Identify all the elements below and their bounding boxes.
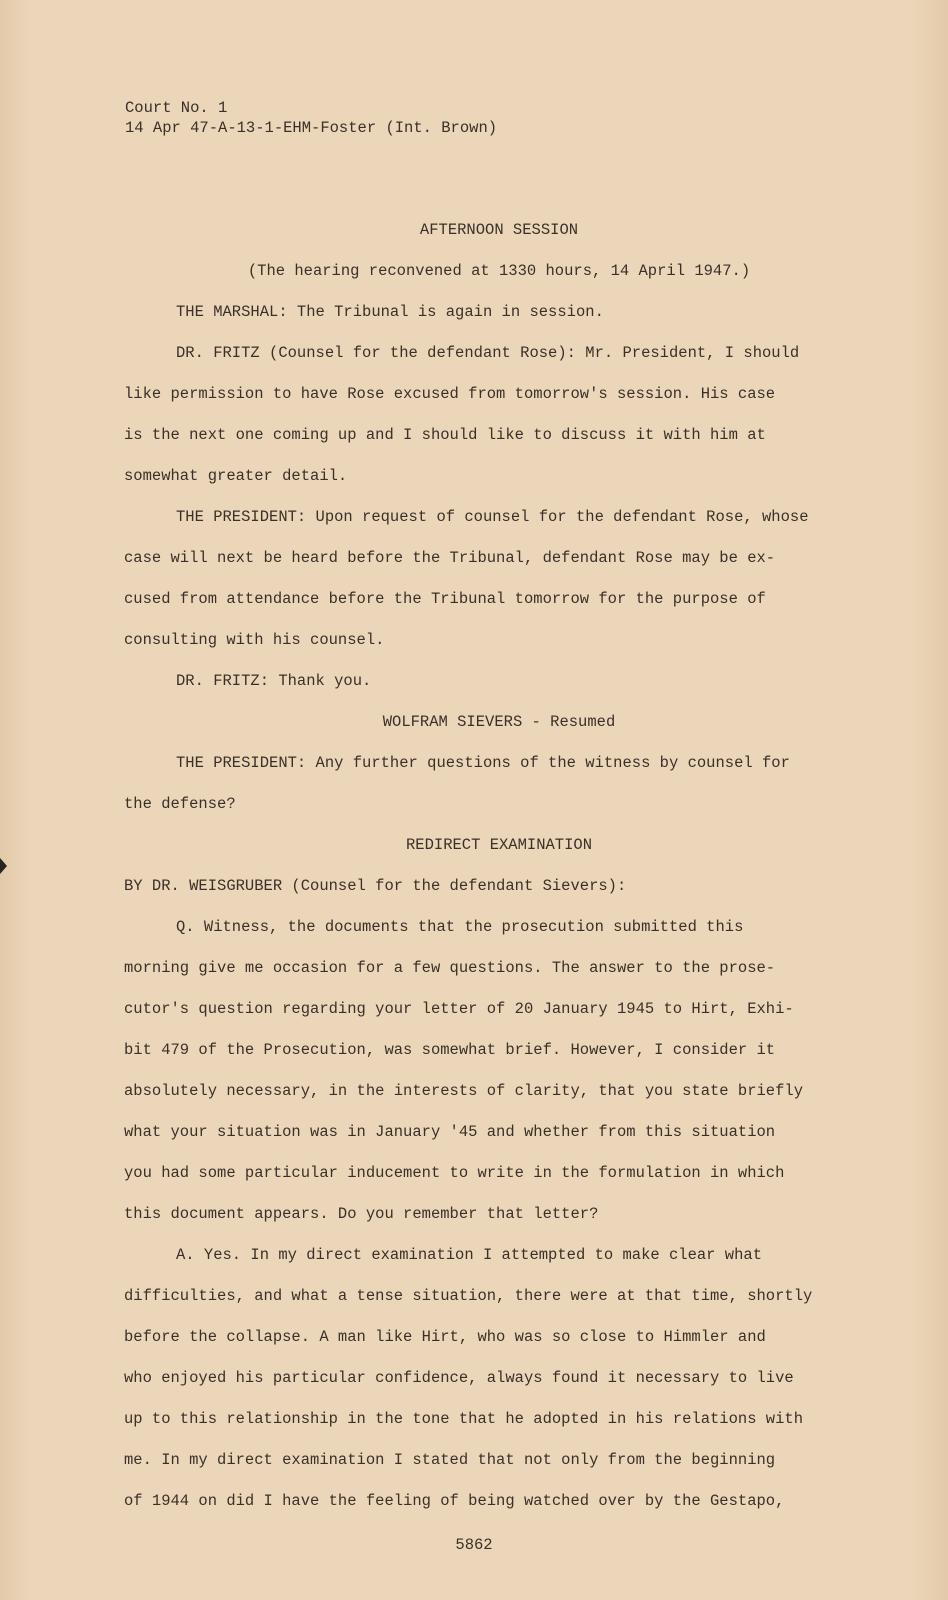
transcript-line: who enjoyed his particular confidence, always found it necessary to live [124,1369,794,1387]
header-court-line: Court No. 1 [125,99,228,117]
transcript-line: morning give me occasion for a few questions. The answer to the prose- [124,959,776,977]
transcript-line: DR. FRITZ (Counsel for the defendant Rose): Mr. President, I should [176,344,800,362]
transcript-line: you had some particular inducement to write in the formulation in which [124,1164,785,1182]
transcript-line: A. Yes. In my direct examination I attempted to make clear what [176,1246,762,1264]
transcript-line: cused from attendance before the Tribunal tomorrow for the purpose of [124,590,766,608]
transcript-line: THE PRESIDENT: Any further questions of the witness by counsel for [176,754,790,772]
transcript-line: BY DR. WEISGRUBER (Counsel for the defendant Sievers): [124,877,627,895]
transcript-line: THE MARSHAL: The Tribunal is again in session. [176,303,604,321]
transcript-line: what your situation was in January '45 and whether from this situation [124,1123,776,1141]
page-number: 5862 [455,1536,493,1554]
transcript-line: difficulties, and what a tense situation, there were at that time, shortly [124,1287,813,1305]
transcript-line: case will next be heard before the Tribunal, defendant Rose may be ex- [124,549,776,567]
transcript-line: cutor's question regarding your letter of 20 January 1945 to Hirt, Exhi- [124,1000,794,1018]
transcript-line: this document appears. Do you remember that letter? [124,1205,599,1223]
transcript-line: DR. FRITZ: Thank you. [176,672,372,690]
transcript-line: me. In my direct examination I stated that not only from the beginning [124,1451,776,1469]
transcript-line: is the next one coming up and I should like to discuss it with him at [124,426,766,444]
transcript-line: (The hearing reconvened at 1330 hours, 14 April 1947.) [247,262,751,280]
page-header [125,98,497,138]
transcript-line: absolutely necessary, in the interests of clarity, that you state briefly [124,1082,804,1100]
transcript-line: bit 479 of the Prosecution, was somewhat brief. However, I consider it [124,1041,776,1059]
transcript-line: Q. Witness, the documents that the prosecution submitted this [176,918,744,936]
transcript-line: like permission to have Rose excused from tomorrow's session. His case [124,385,776,403]
transcript-line: before the collapse. A man like Hirt, who was so close to Himmler and [124,1328,766,1346]
header-reference-line: 14 Apr 47-A-13-1-EHM-Foster (Int. Brown) [125,119,498,137]
transcript-line: of 1944 on did I have the feeling of being watched over by the Gestapo, [124,1492,785,1510]
transcript-line: AFTERNOON SESSION [419,221,579,239]
transcript-line: the defense? [124,795,236,813]
edge-mark [0,858,7,874]
transcript-line: somewhat greater detail. [124,467,348,485]
transcript-line: THE PRESIDENT: Upon request of counsel for the defendant Rose, whose [176,508,809,526]
transcript-line: up to this relationship in the tone that he adopted in his relations with [124,1410,804,1428]
transcript-line: WOLFRAM SIEVERS - Resumed [382,713,616,731]
transcript-body [124,221,894,1533]
transcript-line: consulting with his counsel. [124,631,385,649]
transcript-line: REDIRECT EXAMINATION [405,836,593,854]
